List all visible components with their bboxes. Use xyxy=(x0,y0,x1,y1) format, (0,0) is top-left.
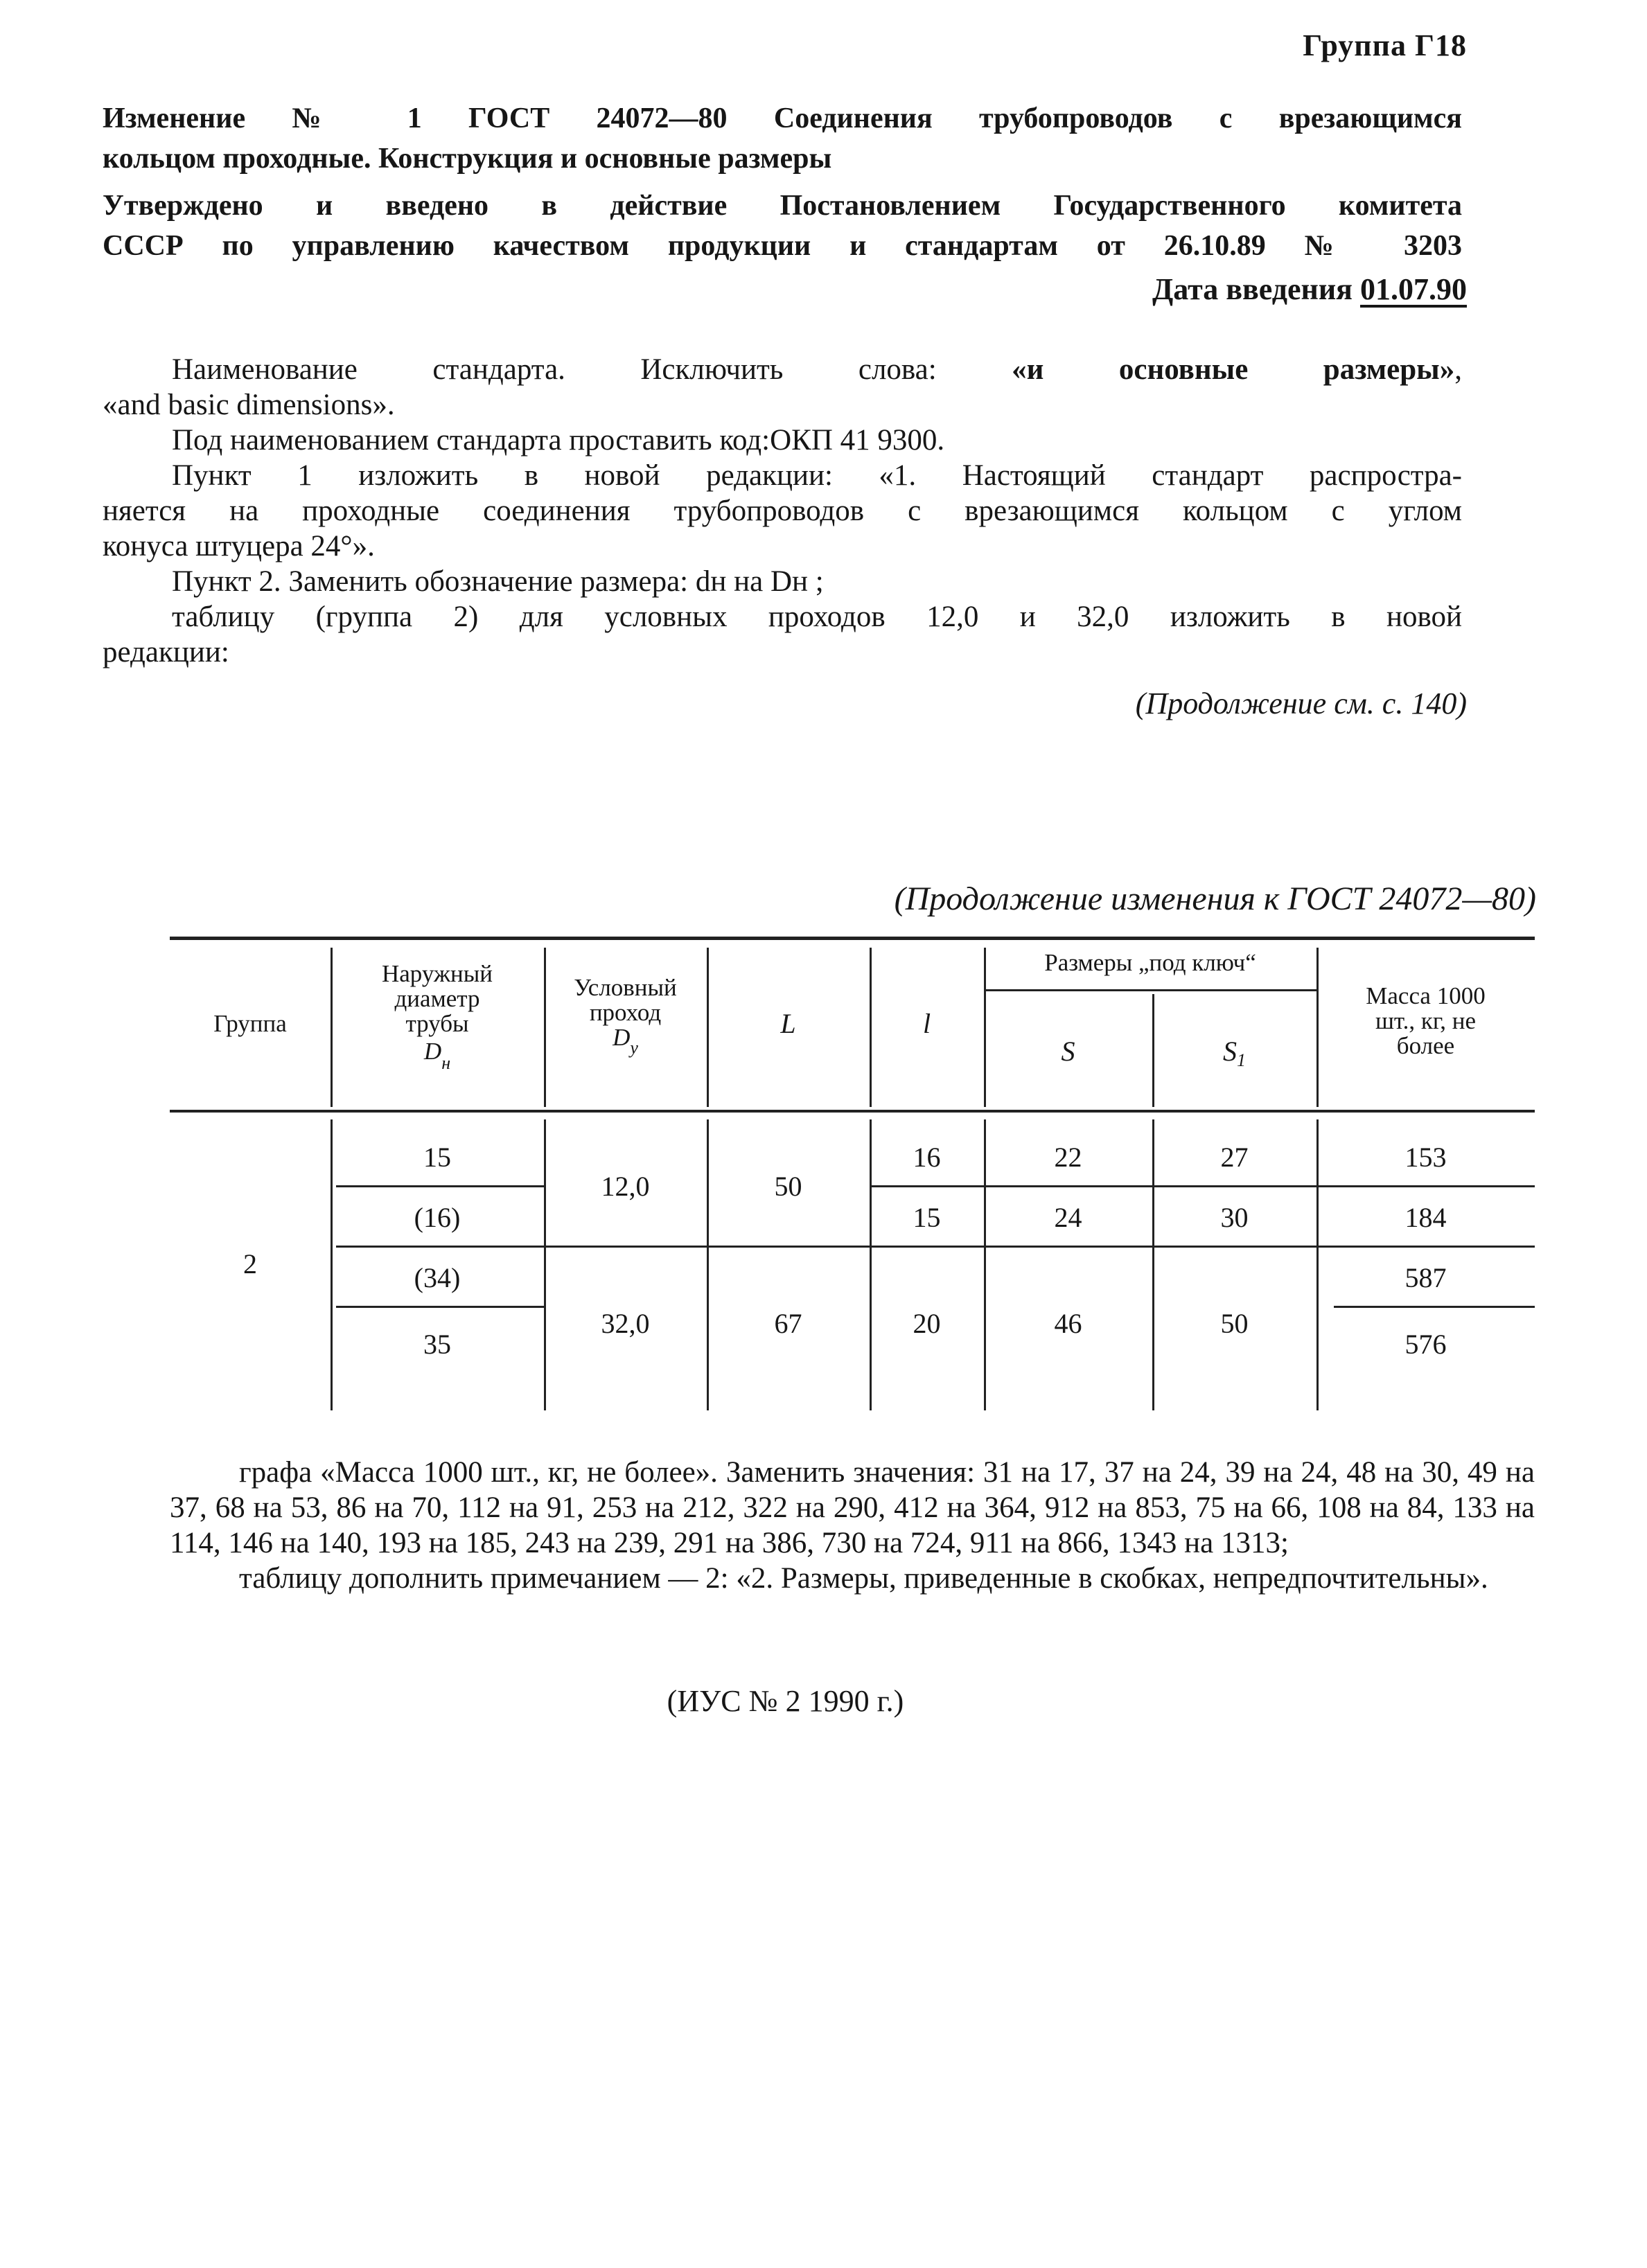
approval-line1: Утверждено и введено в действие Постановлением Государственного комитета xyxy=(103,190,1462,222)
cell-l: 20 xyxy=(913,1308,941,1339)
paragraph-point1-line2: няется на проходные соединения трубопроводов с врезающимся кольцом с углом xyxy=(103,495,1462,527)
header-S: S xyxy=(1061,1036,1075,1067)
cell-nominal-pass: 12,0 xyxy=(601,1171,650,1202)
cell-S1: 30 xyxy=(1220,1202,1249,1233)
paragraph-note-addition: таблицу дополнить примечанием — 2: «2. Размеры, приведенные в скобках, непредпочтительны». xyxy=(239,1562,1488,1595)
cell-mass: 587 xyxy=(1404,1262,1447,1293)
row-sep xyxy=(336,1185,544,1187)
paragraph-okp-code: Под наименованием стандарта проставить код:ОКП 41 9300. xyxy=(172,424,945,457)
header-wrench-sizes: Размеры „под ключ“ xyxy=(1044,949,1256,976)
paragraph-point1-line3: конуса штуцера 24°». xyxy=(103,530,375,562)
continue-note: (Продолжение см. с. 140) xyxy=(1135,686,1467,720)
continuation-header: (Продолжение изменения к ГОСТ 24072—80) xyxy=(894,880,1536,917)
header-outer-line2: диаметр xyxy=(394,985,480,1012)
row-sep xyxy=(1334,1306,1535,1308)
paragraph-point2: Пункт 2. Заменить обозначение размера: dн на Dн ; xyxy=(172,565,824,598)
header-l: l xyxy=(922,1008,931,1039)
cell-L: 50 xyxy=(774,1171,802,1202)
header-nominal-line1: Условный xyxy=(574,974,677,1001)
amendment-title-line2: кольцом проходные. Конструкция и основные размеры xyxy=(103,143,832,175)
amendment-body xyxy=(103,352,1462,670)
header-nominal-pass xyxy=(544,974,707,1058)
p1-comma: , xyxy=(1454,353,1462,386)
header-S1-symbol: S xyxy=(1223,1036,1237,1067)
cell-outer-diameter: 15 xyxy=(423,1142,451,1173)
cell-l: 15 xyxy=(913,1202,941,1233)
cell-mass: 184 xyxy=(1404,1202,1447,1233)
cell-S: 22 xyxy=(1054,1142,1082,1173)
cell-outer-diameter: (34) xyxy=(414,1262,461,1293)
cell-S1: 27 xyxy=(1220,1142,1249,1173)
wrench-header-rule xyxy=(984,989,1316,991)
header-mass xyxy=(1316,984,1535,1058)
table-top-rule xyxy=(170,937,1535,940)
header-mass-line2: шт., кг, не xyxy=(1375,1007,1477,1034)
approval-statement xyxy=(103,186,1462,266)
paragraph-mass-replacements: графа «Масса 1000 шт., кг, не более». Заменить значения: 31 на 17, 37 на 24, 39 на 24, 48 на 30, 49 на 37, 68 на 53, 86 на 70, 112 на 91, 253 на 212, 322 на 290, 412 на 364, 912 на 853, 75 на 66, 108 на 84, 133 на 114, 146 на 140, 193 на 185, 243 на 239, 291 на 386, 730 на 724, 911 на 866, 1343 на 1313; xyxy=(170,1456,1535,1559)
cell-mass: 153 xyxy=(1404,1142,1447,1173)
cell-S: 24 xyxy=(1054,1202,1082,1233)
paragraph-table-line2: редакции: xyxy=(103,636,229,668)
group-label: Группа Г18 xyxy=(1303,28,1467,62)
col-rule xyxy=(707,1119,709,1410)
cell-S: 46 xyxy=(1054,1308,1082,1339)
header-L: L xyxy=(780,1008,796,1039)
approval-line2: СССР по управлению качеством продукции и стандартам от 26.10.89 № 3203 xyxy=(103,230,1462,262)
row-sep xyxy=(872,1185,1535,1187)
effective-date-value: 01.07.90 xyxy=(1360,272,1467,306)
cell-outer-diameter: 35 xyxy=(423,1329,451,1360)
p1-bold-text: «и основные размеры» xyxy=(1012,353,1455,386)
cell-L: 67 xyxy=(774,1308,802,1339)
col-rule xyxy=(544,1119,546,1410)
header-outer-symbol: D xyxy=(423,1038,442,1065)
row-sep xyxy=(336,1246,1535,1248)
source-reference: (ИУС № 2 1990 г.) xyxy=(667,1684,904,1718)
cell-outer-diameter: (16) xyxy=(414,1202,461,1233)
row-sep xyxy=(336,1306,544,1308)
header-outer-line1: Наружный xyxy=(381,960,493,987)
header-group: Группа xyxy=(213,1010,287,1037)
effective-date xyxy=(1152,272,1467,307)
header-outer-line3: трубы xyxy=(405,1010,469,1037)
dimensions-table xyxy=(170,935,1535,1420)
cell-group: 2 xyxy=(243,1248,257,1279)
header-nominal-line2: проход xyxy=(589,999,662,1026)
amendment-title-line1: Изменение № 1 ГОСТ 24072—80 Соединения трубопроводов с врезающимся xyxy=(103,103,1462,134)
header-mass-line3: более xyxy=(1396,1032,1455,1059)
effective-date-label: Дата введения xyxy=(1152,272,1353,306)
amendment-title xyxy=(103,98,1462,179)
header-outer-diameter xyxy=(331,960,544,1073)
cell-l: 16 xyxy=(913,1142,941,1173)
header-nominal-symbol: D xyxy=(613,1024,631,1051)
header-S1 xyxy=(1152,1036,1316,1070)
header-mass-line1: Масса 1000 xyxy=(1366,982,1486,1009)
paragraph-table-line1: таблицу (группа 2) для условных проходов 12,0 и 32,0 изложить в новой xyxy=(172,601,1462,633)
header-S1-sub: 1 xyxy=(1237,1050,1246,1070)
cell-S1: 50 xyxy=(1220,1308,1249,1339)
header-nominal-sub: у xyxy=(630,1038,638,1058)
cell-mass: 576 xyxy=(1404,1329,1447,1360)
table-header-rule xyxy=(170,1110,1535,1113)
cell-nominal-pass: 32,0 xyxy=(601,1308,650,1339)
paragraph-point1-line1: Пункт 1 изложить в новой редакции: «1. Настоящий стандарт распростра- xyxy=(172,459,1462,492)
paragraph-title-change xyxy=(103,352,1462,387)
p1-text: Наименование стандарта. Исключить слова: xyxy=(172,353,1012,386)
paragraph-title-change-en: «and basic dimensions». xyxy=(103,389,395,421)
after-table-text xyxy=(170,1455,1535,1596)
header-outer-sub: н xyxy=(441,1053,451,1073)
